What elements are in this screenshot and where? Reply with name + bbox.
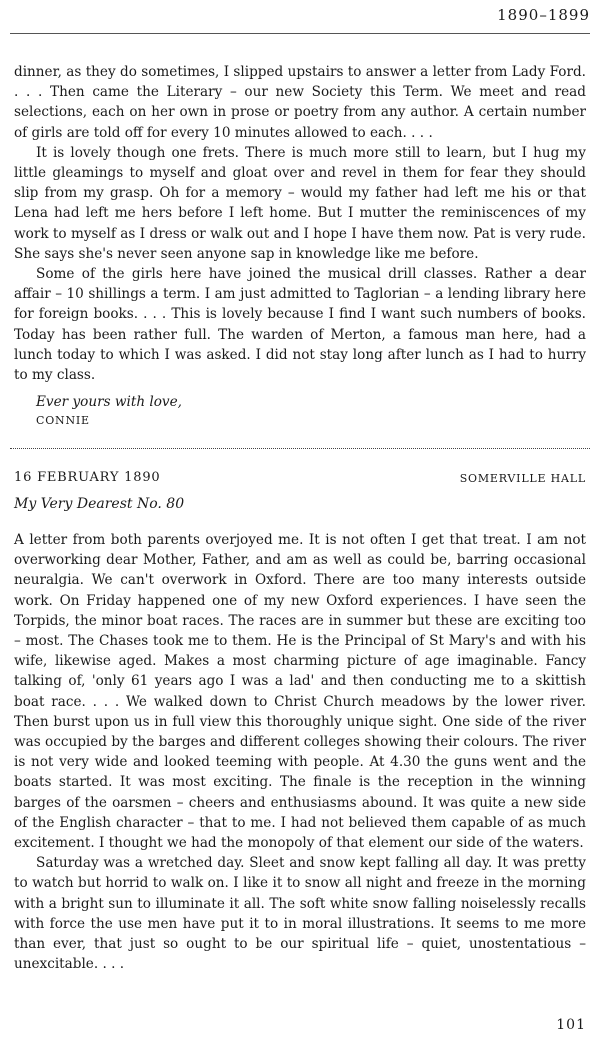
- letter2-salutation: My Very Dearest No. 80: [14, 496, 185, 512]
- letter2-paragraph: Saturday was a wretched day. Sleet and snow kept falling all day. It was pretty to watch but horrid to walk on. I like it to snow all night and freeze in the morning with a bright sun to illuminate it all. The soft white snow falling noiselessly recalls with force the use men have put it to in moral illustrations. It seems to me more than ever, that just so ought to be our spiritual life – quiet, unostentatious – unexcitable. . . .: [14, 855, 586, 973]
- letter1-body: [14, 62, 586, 385]
- letter1-closing: Ever yours with love,: [36, 394, 182, 410]
- page-number: 101: [556, 1017, 586, 1033]
- letter2-dateline: [14, 470, 586, 485]
- letter2-place: SOMERVILLE HALL: [459, 472, 586, 485]
- letter1-paragraph: Some of the girls here have joined the musical drill classes. Rather a dear affair – 10 shillings a term. I am just admitted to Taglorian – a lending library here for foreign books. . . . This is lovely because I find I want such numbers of books. Today has been rather full. The warden of Merton, a famous man here, had a lunch today to which I was asked. I did not stay long after lunch as I had to hurry to my class.: [14, 266, 586, 384]
- running-head: 1890–1899: [497, 6, 590, 24]
- letter1-paragraph: dinner, as they do sometimes, I slipped upstairs to answer a letter from Lady Ford. . . . Then came the Literary – our new Society this Term. We meet and read selections, each on her own in prose or poetry from any author. A certain number of girls are told off for every 10 minutes allowed to each. . . .: [14, 64, 586, 141]
- letter-separator: [10, 448, 590, 449]
- letter1-signoff: [36, 394, 182, 427]
- letter1-paragraph: It is lovely though one frets. There is much more still to learn, but I hug my little gleamings to myself and gloat over and revel in them for fear they should slip from my grasp. Oh for a memory – would my father had left me his or that Lena had left me hers before I left home. But I mutter the reminiscences of my work to myself as I dress or walk out and I hope I have them now. Pat is very rude. She says she's never seen anyone sap in knowledge like me before.: [14, 144, 586, 262]
- letter2-date: 16 FEBRUARY 1890: [14, 470, 161, 485]
- letter1-signature: CONNIE: [36, 414, 90, 427]
- header-rule: [10, 33, 590, 34]
- letter2-body: [14, 530, 586, 974]
- letter2-paragraph: A letter from both parents overjoyed me. It is not often I get that treat. I am not overworking dear Mother, Father, and am as well as could be, barring occasional neuralgia. We can't overwork in Oxford. There are too many interests outside work. On Friday happened one of my new Oxford experiences. I have seen the Torpids, the minor boat races. The races are in summer but these are exciting too – most. The Chases took me to them. He is the Principal of St Mary's and with his wife, likewise aged. Makes a most charming picture of age imaginable. Fancy talking of, 'only 61 years ago I was a lad' and then conducting me to a skittish boat race. . . . We walked down to Christ Church meadows by the lower river. Then burst upon us in full view this thoroughly unique sight. One side of the river was occupied by the barges and different colleges showing their colours. The river is not very wide and looked teeming with people. At 4.30 the guns went and the boats started. It was most exciting. The finale is the reception in the winning barges of the oarsmen – cheers and enthusiasms abound. It was quite a new side of the English character – that to me. I had not believed them capable of as much excitement. I thought we had the monopoly of that element our side of the waters.: [14, 532, 586, 852]
